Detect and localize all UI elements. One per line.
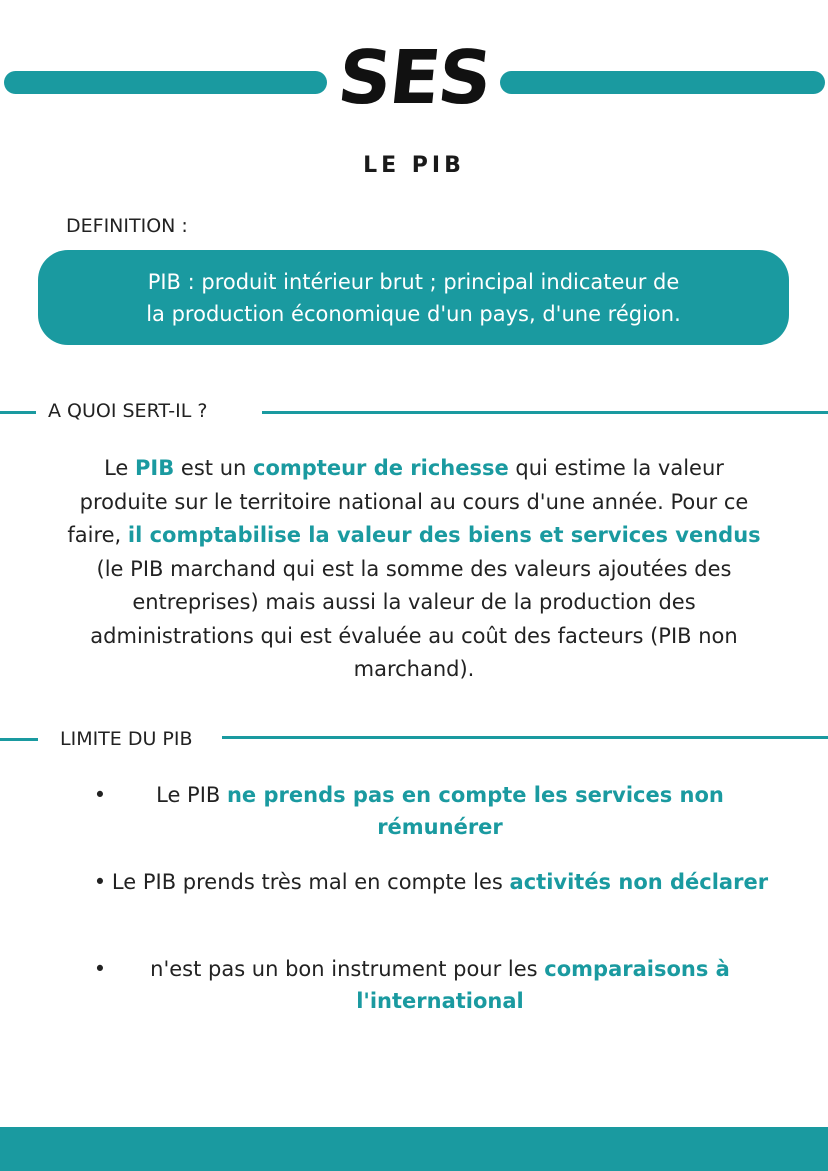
usage-highlight: compteur de richesse bbox=[253, 456, 509, 480]
ses-logo: SES bbox=[333, 35, 495, 121]
definition-label: DEFINITION : bbox=[66, 215, 188, 237]
limits-divider-left bbox=[0, 738, 38, 741]
usage-text: (le PIB marchand qui est la somme des valeurs ajoutées des entreprises) mais aussi la valeur de la production des administrations qui est évaluée au coût des facteurs (PIB non marchand). bbox=[90, 556, 738, 681]
bullet-icon: • bbox=[93, 783, 107, 807]
usage-text: qui estime la valeur produite sur le territoire national au cours d'une année. Pour ce faire, bbox=[67, 456, 749, 547]
limit-item-text: Le PIB bbox=[156, 783, 227, 807]
limit-item-highlight: activités non déclarer bbox=[509, 870, 769, 894]
limits-divider-right bbox=[222, 736, 828, 739]
limit-item-2 bbox=[80, 866, 770, 898]
limit-item-3 bbox=[80, 953, 770, 1017]
limit-item-1 bbox=[80, 779, 770, 843]
limit-item-text: n'est pas un bon instrument pour les bbox=[150, 957, 545, 981]
bullet-icon: • bbox=[93, 870, 107, 894]
header-right-bar bbox=[500, 71, 825, 94]
definition-line-2: la production économique d'un pays, d'une région. bbox=[146, 301, 681, 326]
definition-line-1: PIB : produit intérieur brut ; principal indicateur de bbox=[147, 269, 680, 294]
usage-divider-left bbox=[0, 411, 36, 414]
usage-text: Le bbox=[104, 456, 136, 480]
limit-item-highlight: comparaisons à l'international bbox=[356, 957, 730, 1013]
limit-item-text: Le PIB prends très mal en compte les bbox=[111, 870, 510, 894]
bullet-icon: • bbox=[93, 957, 107, 981]
limit-item-highlight: ne prends pas en compte les services non rémunérer bbox=[226, 783, 724, 839]
usage-text: est un bbox=[174, 456, 253, 480]
usage-highlight: il comptabilise la valeur des biens et services vendus bbox=[127, 523, 761, 547]
usage-heading: A QUOI SERT-IL ? bbox=[40, 400, 215, 422]
definition-box bbox=[38, 250, 789, 345]
usage-divider-right bbox=[262, 411, 828, 414]
footer-bar bbox=[0, 1127, 828, 1171]
header-left-bar bbox=[4, 71, 327, 94]
limits-heading: LIMITE DU PIB bbox=[52, 728, 201, 750]
usage-paragraph bbox=[62, 452, 766, 687]
usage-highlight: PIB bbox=[135, 456, 175, 480]
page-title: LE PIB bbox=[363, 153, 465, 178]
